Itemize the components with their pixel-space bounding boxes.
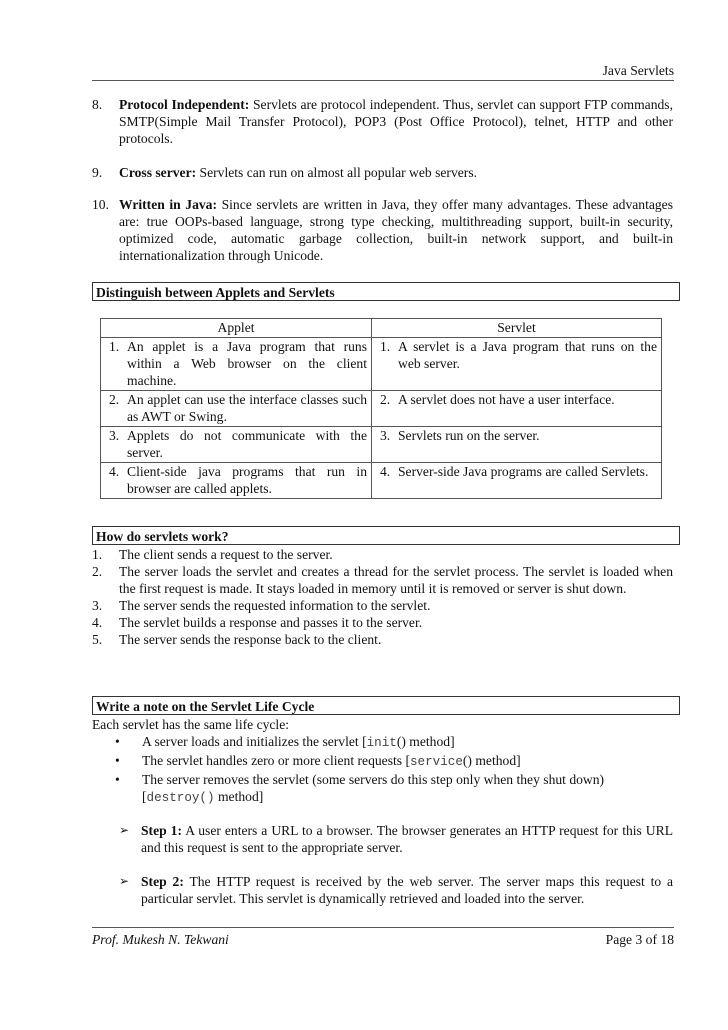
feature-term: Protocol Independent: [119,97,250,112]
column-header-applet: Applet [101,319,372,338]
feature-number: 10. [92,197,109,212]
comparison-table [100,318,662,499]
step-label: Step 2: [141,874,184,889]
arrow-bullet-icon: ➢ [119,823,130,837]
bullet-text: method] [214,789,264,804]
footer-rule [92,927,674,928]
header-rule [92,80,674,81]
feature-term: Cross server: [119,165,197,180]
list-text: The server sends the response back to the client. [119,632,382,647]
servlet-cell [372,338,662,391]
applet-cell [101,391,372,427]
row-number: 3. [380,428,391,443]
step-text: The HTTP request is received by the web server. The server maps this request to a particular servlet. This servlet is dynamically retrieved and loaded into the server. [141,874,674,906]
feature-number: 8. [92,97,103,112]
bullet-item [92,771,673,807]
bullet-icon: • [115,734,120,749]
servlet-text: A servlet does not have a user interface. [398,392,615,407]
how-servlets-work-list [92,546,673,648]
row-number: 3. [109,428,120,443]
bullet-text: A server loads and initializes the servlet [ [142,734,367,749]
bullet-item [92,752,673,771]
applet-cell [101,427,372,463]
list-text: The servlet builds a response and passes it to the server. [119,615,423,630]
feature-text: Since servlets are written in Java, they offer many advantages. These advantages are: true OOPs-based language, strong type checking, multithreading support, built-in security, optimized code, automatic garbage collection, built-in network support, and built-in internationalization through Unicode. [119,197,674,263]
row-number: 4. [109,464,120,479]
applet-text: An applet can use the interface classes such as AWT or Swing. [127,392,367,424]
applet-cell [101,338,372,391]
section-heading-servlet-life-cycle: Write a note on the Servlet Life Cycle [92,696,680,715]
list-item [92,546,673,563]
life-cycle-step [119,822,673,856]
servlet-cell [372,391,662,427]
life-cycle-step [119,873,673,907]
list-number: 3. [92,598,103,613]
bullet-text: () method] [396,734,455,749]
feature-item [92,164,673,181]
list-text: The client sends a request to the server. [119,547,333,562]
applet-text: An applet is a Java program that runs within a Web browser on the client machine. [127,339,367,388]
applet-text: Applets do not communicate with the server. [127,428,367,460]
list-number: 5. [92,632,103,647]
footer-author: Prof. Mukesh N. Tekwani [92,932,229,947]
life-cycle-list [92,716,673,807]
row-number: 1. [380,339,391,354]
list-number: 2. [92,564,103,579]
life-cycle-intro: Each servlet has the same life cycle: [92,717,290,732]
list-item [92,614,673,631]
step-text: A user enters a URL to a browser. The browser generates an HTTP request for this URL and this request is sent to the appropriate server. [141,823,673,855]
servlet-text: A servlet is a Java program that runs on the web server. [398,339,657,371]
servlet-cell [372,463,662,499]
feature-number: 9. [92,165,103,180]
bullet-icon: • [115,753,120,768]
section-heading-applets-vs-servlets: Distinguish between Applets and Servlets [92,282,680,301]
feature-item [92,96,673,147]
list-number: 4. [92,615,103,630]
section-heading-how-servlets-work: How do servlets work? [92,526,680,545]
feature-item [92,196,673,264]
feature-term: Written in Java: [119,197,218,212]
row-number: 4. [380,464,391,479]
step-label: Step 1: [141,823,182,838]
running-header: Java Servlets [602,63,674,78]
bullet-icon: • [115,772,120,787]
arrow-bullet-icon: ➢ [119,874,130,888]
applet-cell [101,463,372,499]
table-row [101,427,662,463]
feature-text: Servlets are protocol independent. Thus, servlet can support FTP commands, SMTP(Simple Mail Transfer Protocol), POP3 (Post Office Protocol), telnet, HTTP and other protocols. [119,97,673,146]
bullet-item [92,733,673,752]
feature-text: Servlets can run on almost all popular web servers. [196,165,478,180]
list-number: 1. [92,547,103,562]
method-name: service [410,755,463,769]
applet-text: Client-side java programs that run in browser are called applets. [127,464,367,496]
list-text: The server loads the servlet and creates a thread for the servlet process. The servlet is loaded when the first request is made. It stays loaded in memory until it is removed or server is shut down. [119,564,673,596]
row-number: 2. [380,392,391,407]
list-item [92,597,673,614]
list-text: The server sends the requested information to the servlet. [119,598,431,613]
method-name: init [366,736,397,750]
servlet-text: Servlets run on the server. [398,428,540,443]
servlet-text: Server-side Java programs are called Servlets. [398,464,649,479]
row-number: 1. [109,339,120,354]
row-number: 2. [109,392,120,407]
table-row [101,338,662,391]
bullet-text: The server removes the servlet (some servers do this step only when they shut down) [ [142,772,605,804]
servlet-cell [372,427,662,463]
bullet-text: The servlet handles zero or more client requests [ [142,753,410,768]
method-name: destroy() [146,791,215,805]
page-number: Page 3 of 18 [605,932,674,947]
list-item [92,631,673,648]
list-item [92,563,673,597]
bullet-text: () method] [462,753,521,768]
table-row [101,463,662,499]
table-row [101,391,662,427]
table-header-row [101,319,662,338]
column-header-servlet: Servlet [372,319,662,338]
